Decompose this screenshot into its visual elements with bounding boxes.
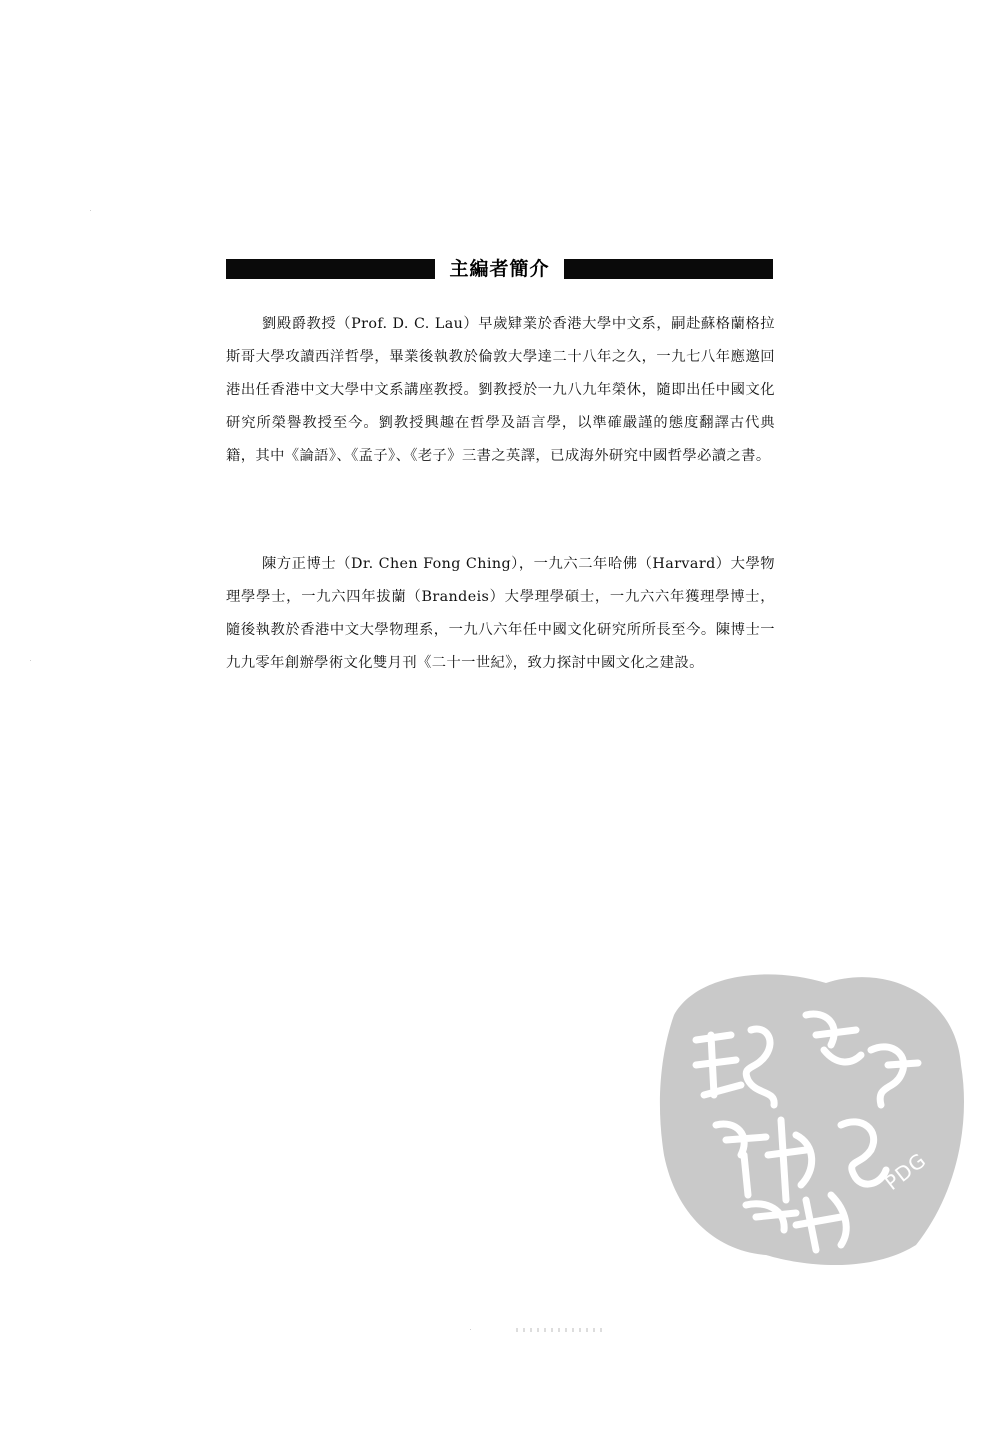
scan-speck <box>470 1329 471 1330</box>
bio-paragraph-lau: 劉殿爵教授（Prof. D. C. Lau）早歲肄業於香港大學中文系，嗣赴蘇格蘭格拉斯哥大學攻讀西洋哲學，畢業後執教於倫敦大學達二十八年之久，一九七八年應邀回港出任香港中文大學中文系講座教授。劉教授於一九八九年榮休，隨即出任中國文化研究所榮譽教授至今。劉教授興趣在哲學及語言學，以準確嚴謹的態度翻譯古代典籍，其中《論語》、《孟子》、《老子》三書之英譯，已成海外研究中國哲學必讀之書。 <box>226 316 775 464</box>
heading-bar-right <box>564 259 773 279</box>
section-title: 主編者簡介 <box>449 258 550 280</box>
scan-speck <box>30 660 31 661</box>
seal-mark-text: PDG <box>880 1147 931 1195</box>
bio-paragraph-chen: 陳方正博士（Dr. Chen Fong Ching），一九六二年哈佛（Harvard）大學物理學學士，一九六四年拔蘭（Brandeis）大學理學碩士，一九六六年獲理學博士，隨後執教於香港中文大學物理系，一九八六年任中國文化研究所所長至今。陳博士一九九零年創辦學術文化雙月刊《二十一世紀》，致力探討中國文化之建設。 <box>226 556 775 671</box>
scan-noise <box>516 1328 606 1332</box>
library-seal-stamp <box>656 955 971 1275</box>
heading-bar-left <box>226 259 435 279</box>
scan-speck <box>90 210 91 211</box>
section-heading <box>226 256 773 282</box>
